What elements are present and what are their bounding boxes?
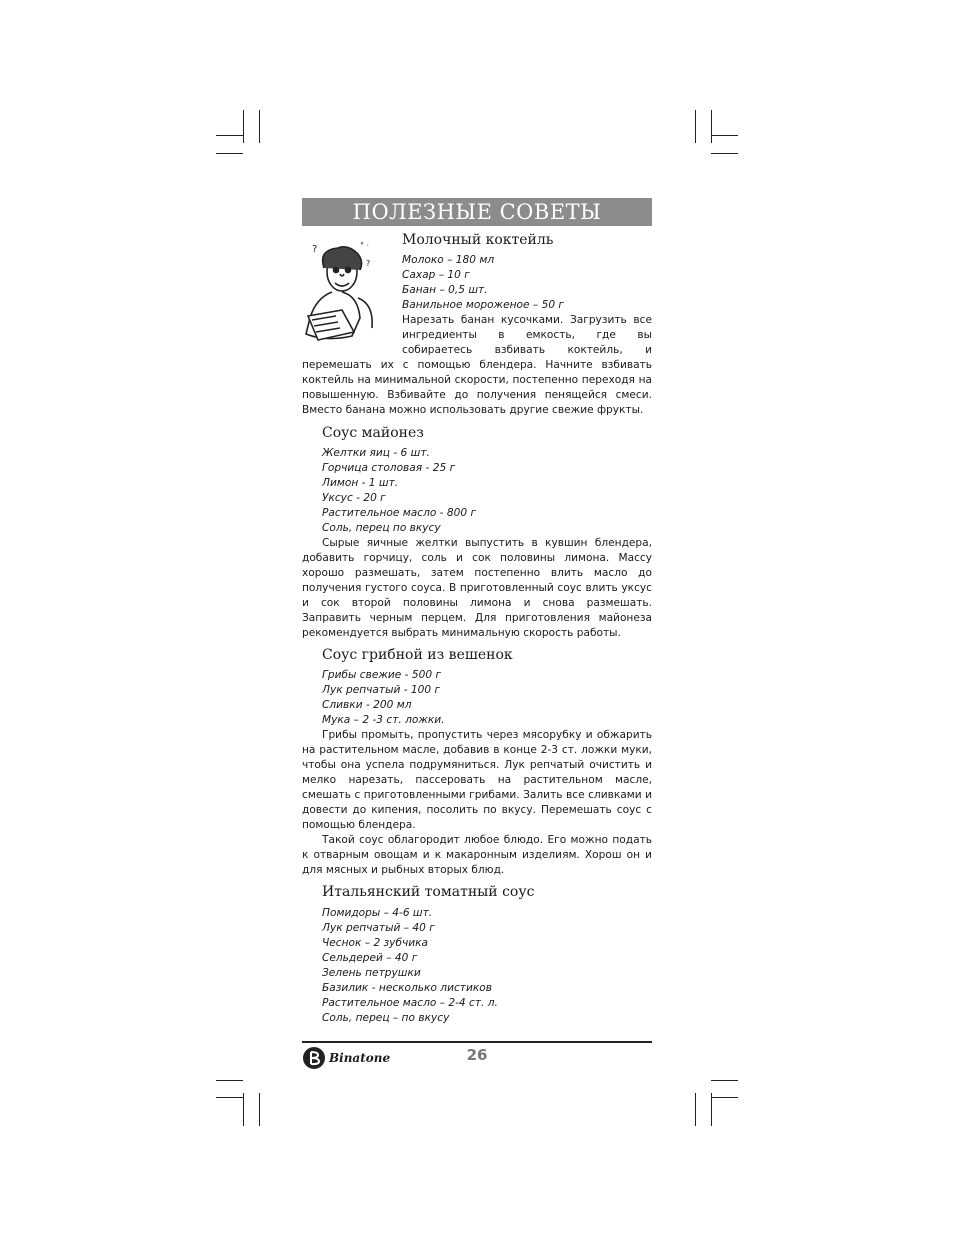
recipe-title: Молочный коктейль [402,232,554,248]
brand-name: Binatone [329,1051,391,1065]
crop-mark [259,110,260,143]
crop-mark [216,1080,243,1081]
binatone-logo-icon [302,1046,326,1070]
ingredient: Банан – 0,5 шт. [402,284,488,296]
ingredient: Соль, перец по вкусу [322,522,441,534]
ingredient: Соль, перец – по вкусу [322,1012,450,1024]
ingredient: Зелень петрушки [322,967,421,979]
recipe-text: Сырые яичные желтки выпустить в кувшин блендера, добавить горчицу, соль и сок половины лимона. Массу хорошо размешать, затем постепенно влить масло до получения густого соуса. В приготовленный соус влить уксус и сок второй половины лимона и снова размешать. Заправить черным перцем. Для приготовления майонеза рекомендуется выбрать минимальную скорость работы. [302,537,652,639]
recipe-text: Грибы промыть, пропустить через мясорубку и обжарить на растительном масле, добавив в конце 2-3 ст. ложки муки, чтобы она успела подрумяниться. Лук репчатый очистить и мелко нарезать, пассеровать на растительном масле, смешать с приготовленными грибами. Залить все сливками и довести до кипения, посолить по вкусу. Перемешать соус с помощью блендера. [302,729,652,831]
ingredient: Помидоры – 4-6 шт. [322,907,433,919]
crop-mark [695,1093,696,1126]
crop-mark [711,1080,738,1081]
crop-mark [259,1093,260,1126]
crop-mark [711,110,712,143]
brand-logo [302,1046,390,1070]
ingredient: Лук репчатый – 40 г [322,922,435,934]
ingredient: Мука – 2 -3 ст. ложки. [322,714,445,726]
ingredient: Уксус - 20 г [322,492,386,504]
crop-mark [243,1093,244,1126]
ingredient: Молоко – 180 мл [402,254,495,266]
recipe-milkshake [302,231,652,418]
section-header: ПОЛЕЗНЫЕ СОВЕТЫ [302,198,652,226]
crop-mark [695,110,696,143]
footer-rule [302,1041,652,1043]
page-number: 26 [466,1046,488,1064]
ingredient: Базилик - несколько листиков [322,982,492,994]
ingredient: Растительное масло – 2-4 ст. л. [322,997,498,1009]
ingredient: Сливки - 200 мл [322,699,412,711]
crop-mark [216,135,243,136]
svg-text:?: ? [312,244,318,255]
crop-mark [216,153,243,154]
ingredient: Чеснок – 2 зубчика [322,937,429,949]
crop-mark [243,110,244,143]
svg-text:° ·: ° · [360,241,370,250]
ingredient: Сахар – 10 г [402,269,470,281]
crop-mark [711,153,738,154]
ingredient: Ванильное мороженое – 50 г [402,299,564,311]
recipe-text: Такой соус облагородит любое блюдо. Его можно подать к отварным овощам и к макаронным изделиям. Хорош он и для мясных и рыбных вторых блюд. [302,834,652,876]
ingredient: Желтки яиц - 6 шт. [322,447,430,459]
ingredient: Лук репчатый - 100 г [322,684,441,696]
ingredient: Лимон - 1 шт. [322,477,399,489]
recipe-title: Итальянский томатный соус [322,884,535,900]
crop-mark [711,135,738,136]
recipe-title: Соус грибной из вешенок [322,647,513,663]
crop-mark [216,1097,243,1098]
recipe-mushroom-sauce [302,646,652,878]
recipe-mayonnaise [302,424,652,641]
svg-text:?: ? [366,259,371,268]
recipe-title: Соус майонез [322,425,424,441]
ingredient: Горчица столовая - 25 г [322,462,456,474]
ingredient: Грибы свежие - 500 г [322,669,442,681]
ingredient: Растительное масло - 800 г [322,507,477,519]
recipe-text: Нарезать банан кусочками. Загрузить все ингредиенты в емкость, где вы собираетесь взбивать коктейль, и перемешать их с помощью блендера. Начните взбивать коктейль на минимальной скорости, постепенно переходя на повышенную. Взбивайте до получения пенящейся смеси. Вместо банана можно использовать другие свежие фрукты. [302,314,652,416]
crop-mark [711,1097,738,1098]
recipe-tomato-sauce [302,883,652,1026]
ingredient: Сельдерей – 40 г [322,952,418,964]
